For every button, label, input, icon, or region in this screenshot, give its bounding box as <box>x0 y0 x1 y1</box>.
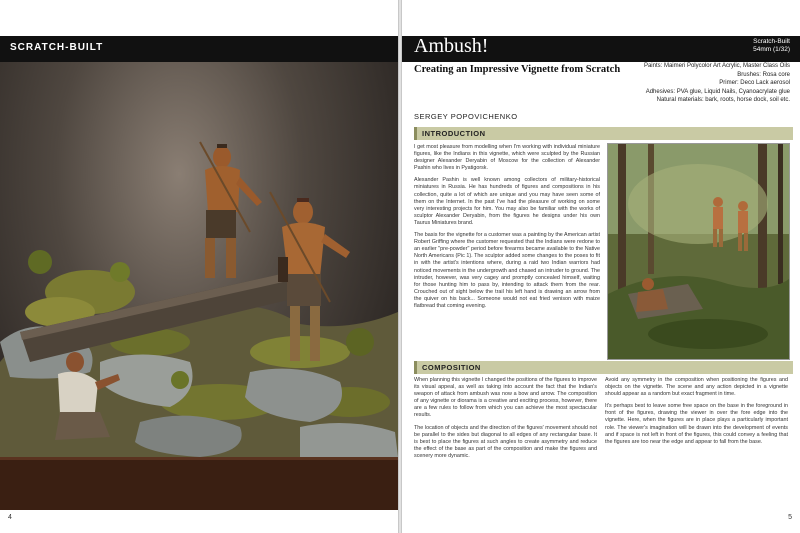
spec-paints: Paints: Maimeri Polycolor Art Acrylic, Master Class Oils <box>643 63 790 69</box>
composition-paragraph: It's perhaps best to leave some free space on the base in the foreground in front of the figures, drawing the viewer in over the fore edge into the vignette. Here, when the figures are in place plays a particularly important role. The viewer's imagination will be drawn into the development of events and if space is not left in front of the figures, this could convey a feeling that the figures are too near the edge and appear to fall from the base. <box>605 403 788 445</box>
intro-paragraph: Alexander Pashin is well known among collectors of military-historical miniatures in Russia. He has hundreds of figures and compositions in his collection, quite a lot of which are unique and you may have seen some of them on the Internet. In the past I've had the pleasure of working on some very interesting projects for him. You may also be familiar with the works of sculptor Alexander Deryabin, from the figures he designs under his own Taurus Miniatures brand. <box>414 177 600 226</box>
intro-paragraph: The basis for the vignette for a customer was a painting by the American artist Robert Griffing where the customer requested that the Indians were redone to an earlier "pre-powder" period before firearms became available to the Native North Americans (Pic 1). The sculptor added some changes to the poses to fit in with the artist's intentions where, during a raid two Indian warriors had noticed movements in the undergrowth and chased an intruder to ground. The intruder, however, was very cagey and promptly concealed himself, waiting for those hunting him to pass by, intending to attack them from the rear. Crouched out of sight below the trail his left hand is drawing an arrow from the quiver on his back... Someone would not eat fried venison with maize flatbread that coming evening. <box>414 232 600 309</box>
right-page-number: 5 <box>788 514 792 521</box>
left-page-number: 4 <box>8 514 12 521</box>
materials-list <box>644 62 790 105</box>
spec-brushes: Brushes: Rosa core <box>737 71 790 78</box>
scale-info <box>753 38 790 54</box>
spec-primer: Primer: Deco Lack aerosol <box>719 80 790 86</box>
intro-paragraph: I get most pleasure from modelling when I'm working with individual miniature figures, like the Indians in this vignette, which were sculpted by the Russian designer Alexander Deryabin of Moscow for the collection of Alexander Pashin who lives in Pyatigorsk. <box>414 144 600 172</box>
spec-natural-materials: Natural materials: bark, roots, horse dock, soil etc. <box>656 97 790 103</box>
composition-text-left <box>414 377 597 465</box>
article-subtitle: Creating an Impressive Vignette from Scratch <box>414 64 621 75</box>
article-title: Ambush! <box>414 35 489 57</box>
section-label: SCRATCH-BUILT <box>10 42 104 53</box>
spec-adhesives: Adhesives: PVA glue, Liquid Nails, Cyanoacrylate glue <box>645 88 790 95</box>
composition-heading: COMPOSITION <box>414 361 793 374</box>
scale-size: 54mm (1/32) <box>753 46 790 53</box>
right-page <box>402 0 800 533</box>
introduction-text <box>414 144 600 315</box>
composition-paragraph: Avoid any symmetry in the composition when positioning the figures and objects on the vignette. The scene and any action depicted in a vignette should appear as a random but exact fragment in time. <box>605 377 788 398</box>
introduction-heading: INTRODUCTION <box>414 127 793 140</box>
left-page <box>0 0 398 533</box>
author-name: SERGEY POPOVICHENKO <box>414 112 518 121</box>
composition-paragraph: When planning this vignette I changed the positions of the figures to improve its visual appeal, as well as taking into account the fact that the Indian's weapon of attack from ambush was now a bow and arrow. The composition of any vignette or diorama is a creative and exciting process, however, there are a few rules to follow from which you can achieve the most spectacular results. <box>414 377 597 419</box>
vignette-photo <box>0 62 398 510</box>
scale-category: Scratch-Built <box>753 38 790 45</box>
reference-painting <box>607 143 790 360</box>
composition-text-right <box>605 377 788 451</box>
composition-paragraph: The location of objects and the direction of the figures' movement should not be parallel to the sides but diagonal to all edges of any rectangular base. It is best to place the figures at such angles to create asymmetry and reduce the effect of the base as part of the composition and make the figures and scenery more dynamic. <box>414 424 597 459</box>
